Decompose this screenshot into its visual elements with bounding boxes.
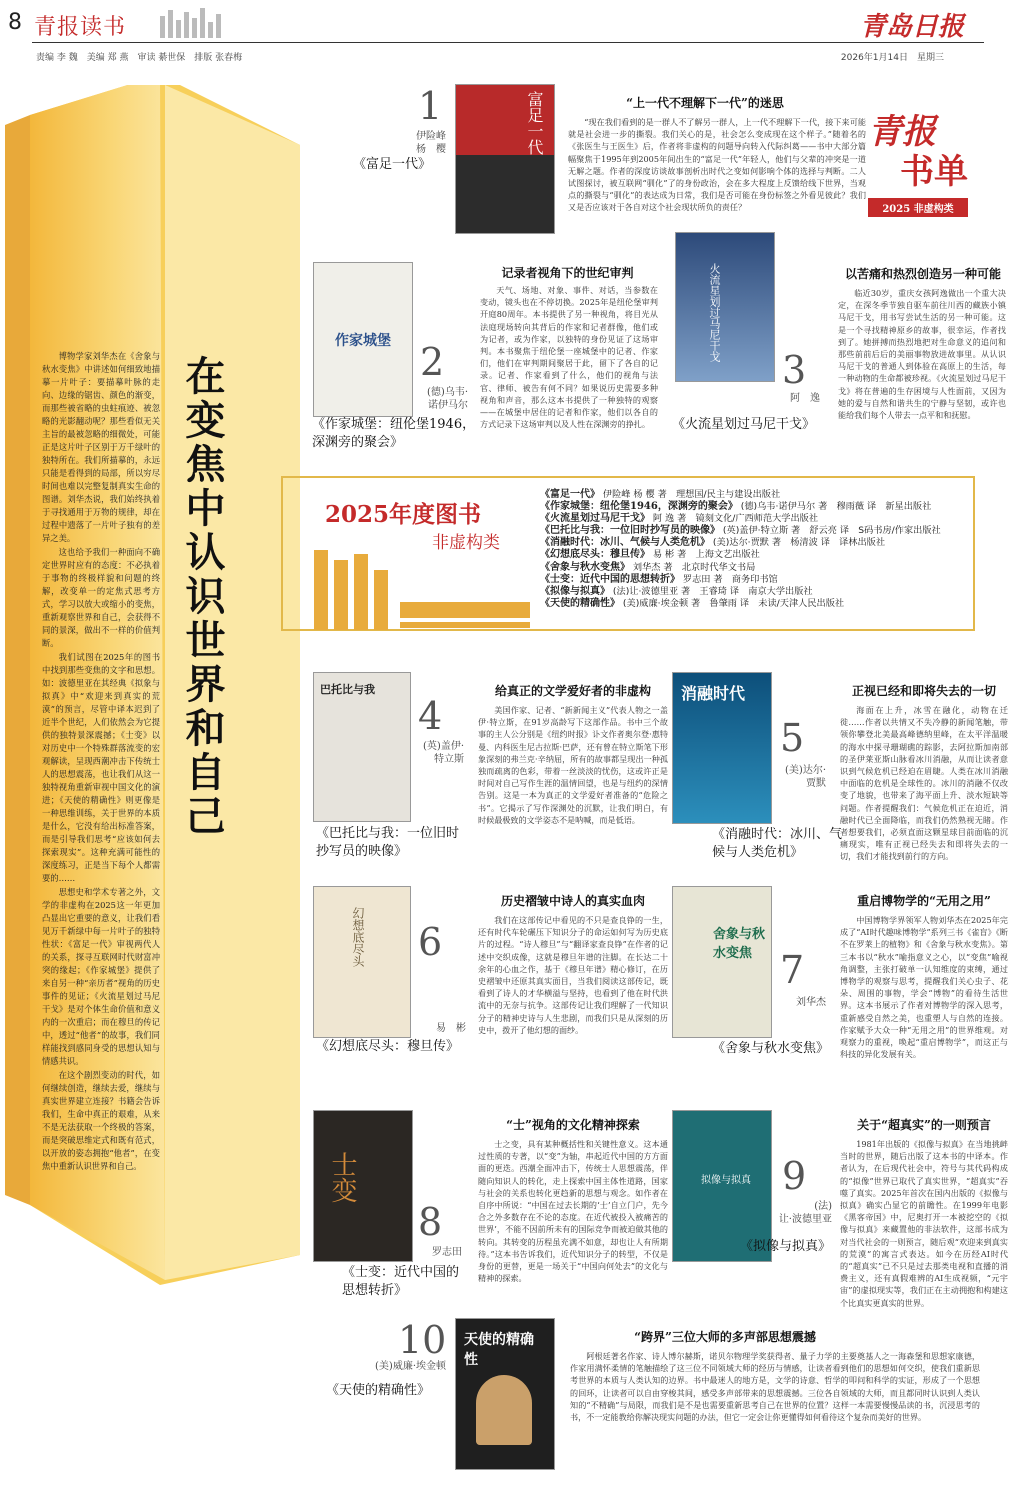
- list-item: 《火流星划过马尼干戈》 阿 逸 著 镜刻文化/广西师范大学出版社: [540, 513, 819, 525]
- book-cover: [675, 232, 775, 382]
- yearbox-subtitle: 非虚构类: [432, 533, 500, 553]
- yearbox-title: 2025年度图书: [325, 501, 482, 528]
- book-cover: [313, 1110, 413, 1262]
- article-headline: 关于“超真实”的一则预言: [857, 1118, 991, 1132]
- article-headline: “上一代不理解下一代”的迷思: [626, 96, 784, 110]
- cover-title: 巴托比与我: [320, 683, 375, 696]
- cover-title: 拟像与拟真: [701, 1175, 751, 1186]
- stamp-line2: 书单: [900, 152, 968, 192]
- book-title: 《士变：近代中国的思想转折》: [342, 1265, 460, 1298]
- book-title: 《作家城堡：纽伦堡1946，深渊旁的聚会》: [312, 417, 476, 450]
- list-item: 《作家城堡：纽伦堡1946，深渊旁的聚会》 (德)乌韦·诺伊马尔 著 穆雨薇 译 新星出版社: [540, 501, 932, 513]
- article-body: 我们在这部传记中看见的不只是查良铮的一生，还有时代车轮碾压下知识分子的命运如何写为历史底片的过程。“诗人穆旦”与“翻译家查良铮”在作者的记述中交织成像，这就是穆旦年谱的注脚。在长达二十余年的心血之作，基于《穆旦年谱》精心修订，在历史褶皱中还原其真实面目，当我们阅读这部传记，既看到了诗人的才华横溢与坚持，也看到了他在时代洪流中的无奈与抗争。这部传记让我们理解了一代知识分子的精神史诗与人生悲剧，而我们只是从深刻的历史中，拨开了他幻想的面纱。: [478, 915, 668, 1035]
- cover-title: 消融时代: [681, 684, 746, 703]
- intro-paragraph: 博物学家刘华杰在《舍象与秋水变焦》中讲述如何细致地描摹一片叶子：要描摹叶脉的走向、边缘的锯齿、颜色的渐变，而那些被省略的虫蛀痕迹、被忽略的光影翻动呢？那些看似无关主旨的最被忽略的细微处，可能正是这片叶子区别于万千绿叶的独特所在。我们所描摹的，永远只能是看得到的局部，所以穷尽时间也难以完整复制真实生命的图谱。刘华杰说，我们始终执着于寻找通用于万物的规律，却在过程中遗落了一片叶子独有的差异之美。: [42, 351, 160, 543]
- page-number: 8: [8, 10, 22, 35]
- article-headline: “士”视角的文化精神探索: [506, 1118, 640, 1132]
- intro-paragraph: 我们试图在2025年的图书中找到那些变焦的文字和思想。如：波德里亚在其经典《拟象与拟真》中“欢迎来到真实的荒漠”的预言，尽管中译本迟到了近半个世纪，人们依然会为它提供的独特景深震撼；《士变》以对历史中一个特殊群落流变的宏观解读，呈现西潮冲击下传统士人的思想震荡，也让我们从这一独特视角重新审视中国文化的演进；《天使的精确性》则更像是一种思维训练，关于世界的本质是什么，它没有给出标准答案，而是引导我们思考“应该如何去探索现实”。这种充满可能性的深度练习，正是当下每个人都需要的……: [42, 652, 160, 883]
- stamp-category: 2025 非虚构类: [868, 198, 968, 217]
- page-headline: 在变焦中认识世界和自己: [179, 355, 226, 839]
- cover-title: 士变: [327, 1151, 357, 1203]
- article-headline: “跨界”三位大师的多声部思想震撼: [634, 1330, 816, 1344]
- newspaper-logo: 青岛日报: [859, 12, 964, 42]
- book-cover: [313, 886, 411, 1038]
- book-title: 《天使的精确性》: [326, 1383, 431, 1398]
- book-cover: [672, 672, 772, 824]
- list-item: 《舍象与秋水变焦》 刘华杰 著 北京时代华文书局: [540, 561, 756, 573]
- book-author: 伊险峰 杨 樱: [416, 131, 446, 155]
- book-author: (法) 让·波德里亚: [778, 1201, 832, 1225]
- list-item: 《拟像与拟真》 (法)让·波德里亚 著 王睿琦 译 南京大学出版社: [540, 585, 813, 597]
- book-author: (美)威廉·埃金顿: [375, 1361, 446, 1372]
- book-number: 10: [398, 1318, 447, 1362]
- book-number: 5: [780, 716, 805, 760]
- list-item: 《幻想底尽头：穆旦传》 易 彬 著 上海文艺出版社: [540, 549, 760, 561]
- article-body: 美国作家、记者、“新新闻主义”代表人物之一盖伊·特立斯，在91岁高龄写下这部作品。书中三个故事的主人公分别是《纽约时报》讣文作者奥尔登·惠特曼、内科医生尼古拉斯·巴萨，还有曾在特立斯笔下形象深刻的弗兰克·辛纳屈，所有的故事都呈现出一种孤独而疏离的色彩，带着一丝淡淡的忧伤，这或许正是时间对自己写作生涯的温情回望，也是与纽约的深情告别。这是一本为真正的文学爱好者准备的“危险之书”。它揭示了写作深渊处的沉默，让我们明白，有时候最极致的文学姿态不是呐喊，而是低语。: [478, 705, 668, 825]
- book-title: 《幻想底尽头：穆旦传》: [316, 1039, 460, 1054]
- book-author: 罗志田: [432, 1247, 462, 1258]
- issue-date: 2026年1月14日 星期三: [840, 53, 944, 63]
- list-item: 《消融时代：冰川、气候与人类危机》 (美)达尔·贾默 著 杨清波 译 译林出版社: [540, 537, 886, 549]
- book-title: 《拟像与拟真》: [740, 1239, 832, 1254]
- intro-paragraph: 思想史和学术专著之外，文学的非虚构在2025这一年更加凸显出它重要的意义，让我们看见万千新绿中每一片叶子的独特性状：《富足一代》审视两代人的关系，探寻互联网时代财富冲突的缘起；《作家城堡》提供了来自另一种“亲历者”视角的历史事件的见证；《火流星划过马尼干戈》是对个体生命价值和意义内的一次重启；而在穆旦的传记中，透过“他者”的故事，我们同样能找到感同身受的思想认知与情感共识。: [42, 887, 160, 1066]
- article-headline: 历史褶皱中诗人的真实血肉: [500, 894, 645, 908]
- book-number: 7: [780, 948, 805, 992]
- books-decoration-icon: [160, 6, 224, 38]
- book-title: 《巴托比与我：一位旧时抄写员的映像》: [316, 826, 460, 859]
- article-headline: 给真正的文学爱好者的非虚构: [494, 684, 651, 698]
- list-item: 《天使的精确性》 (美)威廉·埃金顿 著 鲁肇雨 译 未读/天津人民出版社: [540, 597, 845, 609]
- list-item: 《士变：近代中国的思想转折》 罗志田 著 商务印书馆: [540, 573, 778, 585]
- annual-books-list: [540, 489, 941, 610]
- article-body: 天气、场地、对象、事件、对话，当参数在变动，镜头也在不停切换。2025年是纽伦堡审判开庭80周年。本书提供了另一种视角，将目光从法庭现场转向其背后的作家和记者群像，他们或为记者，或为作家，以独特的身份见证了这场审判。本书聚焦于纽伦堡一座城堡中的记者、作家们，他们在审判期间聚居于此，留下了各自的记录。记者、作家看到了什么，他们的视角与法官、律师、被告有何不同？如果说历史需要多种视角和声音，那么这本书提供了一种独特的观察——在城堡中居住的记者和作家，他们以各自的方式记录下这场审判以及人性在深渊旁的挣扎。: [480, 285, 658, 430]
- book-cover: [313, 262, 413, 417]
- book-author: (英)盖伊· 特立斯: [423, 741, 464, 765]
- header-rule: [32, 42, 984, 43]
- book-author: 易 彬: [436, 1023, 466, 1034]
- book-number: 3: [782, 348, 807, 392]
- list-item: 《巴托比与我：一位旧时抄写员的映像》 (英)盖伊·特立斯 著 舒云亮 译 S码书房/作家出版社: [540, 525, 941, 537]
- book-cover: [313, 672, 411, 822]
- book-author: 阿 逸: [790, 393, 820, 404]
- book-author: 刘华杰: [796, 997, 826, 1008]
- book-title: 《舍象与秋水变焦》: [712, 1041, 830, 1056]
- article-headline: 正视已经和即将失去的一切: [851, 684, 996, 698]
- list-item: 《富足一代》 伊险峰 杨 樱 著 理想国/民主与建设出版社: [540, 489, 781, 500]
- cover-title: 天使的精确性: [464, 1332, 534, 1368]
- qingbao-booklist-stamp: [868, 112, 968, 244]
- book-cover: [672, 886, 772, 1038]
- article-body: 海面在上升，冰雪在融化，动物在迁徙……作者以共情又不失冷静的新闻笔触，带领你攀登北美最高峰德纳里峰，在太平洋温暖的海水中探寻珊瑚礁的踪影，去阿拉斯加南部的圣伊莱亚斯山脉看冰川消融，从而让读者意识到气候危机已经迫在眉睫。人类在冰川消融中面临的危机是全球性的。冰川的消融不仅改变了地貌，也带来了海平面上升、淡水短缺等问题。作者提醒我们：气候危机正在迫近，消融时代已全面降临，而我们仍然熟视无睹。作者想要我们，必须直面这颗星球目前面临的沉痛现实，唯有正视已经失去和即将失去的一切，我们才能找到前行的方向。: [840, 705, 1008, 862]
- article-body: 1981年出版的《拟像与拟真》在当地挑衅当时的世界，随后出版了这本书的中译本。作者认为，在后现代社会中，符号与其代码构成的“拟像”世界已取代了真实世界，“超真实”吞噬了真实。2025年首次在国内出版的《拟像与拟真》确实凸显它的前瞻性。在1999年电影《黑客帝国》中，尼奥打开一本被挖空的《拟像与拟真》来藏置他的非法软件，这部书成为对当代社会的一则预言，随后观“欢迎来到真实的荒漠”的寓言式表达。如今在历经AI时代的“超真实”已不只是过去那类电视和直播的消费主义，还有真假难辨的AI生成视频，“元宇宙”的虚拟现实等，我们正在主动拥抱和构建这个比真实更真实的世界。: [840, 1139, 1008, 1308]
- section-title: 青报读书: [34, 15, 127, 40]
- article-headline: 重启博物学的“无用之用”: [857, 894, 991, 908]
- article-body: 士之变，具有某种概括性和关键性意义。这本通过性质的专著，以“变”为轴，串起近代中国的方方面面的更迭。西潮全面冲击下，传统士人思想震荡，伴随向知识人的转化，走上探索中国主体性道路，国家与社会的关系也转化更趋新的思想与观念。如作者在自序中所说：“中国在过去长期的‘士’自立门户，先今合之外多数存在不论的态度。在近代被投入被痛苦的世界’，不能不因前所未有的国际竞争而被迫做其他的转向。其转变的历程虽充满不如意，却也让人有所期待。”这本书告诉我们，近代知识分子的转型，不仅是身份的更替，更是一场关于“中国向何处去”的文化与精神的探索。: [478, 1139, 668, 1284]
- cover-title: 作家城堡: [335, 332, 391, 349]
- intro-article: [42, 350, 160, 1174]
- book-cover: [455, 84, 555, 234]
- book-number: 4: [418, 694, 443, 738]
- article-body: 中国博物学界领军人物刘华杰在2025年完成了“AI时代趣味博物学”系列三书《雀盲》《断不在罗莱上的植物》和《舍象与秋水变焦》。第三本书以“秋水”喻指意义之心，以“变焦”喻视角调整，主张打破单一认知维度的束缚，通过博物学的观察与思考，提醒我们关心虫子、花朵、周围的事物，学会“博物”的看待生活世界。这本书展示了作者对博物学的深入思考，重新感受自然之美，也重塑人与自然的连接。作家赋予大众一种“无用之用”的世界维观。对观察力的重视，唤起“重启博物学”，而这正与科技的异化发展有关。: [840, 915, 1008, 1060]
- book-author: (美)达尔· 贾默: [785, 765, 826, 789]
- editor-credits: 责编 李 魏 美编 郑 燕 审读 綦世保 排版 张春梅: [36, 53, 243, 63]
- book-title: 《火流星划过马尼干戈》: [672, 417, 816, 432]
- article-body: “现在我们看到的是一群人不了解另一群人，上一代不理解下一代，接下来可能就是社会进一步的撕裂。我们关心的是，社会怎么变成现在这个样子。”随着名的《张医生与王医生》后，作者将非虚构的问题导向转入代际纠葛——书中大部分篇幅聚焦于1995年到2005年间出生的“富足一代”年轻人，他们与父辈的冲突是一道无解之题。作者的深度访谈故事剖析出时代之变如何影响个体的选择与判断。二人试图探讨，被互联网“驯化”了的身份政治，会在多大程度上反馈给线下世界，当观点的撕裂与“驯化”的表达成为日常，我们是否可能在身份标签之外看见彼此？我们又是否应该对于各自对这个社会现状所负的责任？: [568, 117, 866, 213]
- article-headline: 记录者视角下的世纪审判: [501, 266, 634, 280]
- article-body: 阿根廷著名作家、诗人博尔赫斯，诺贝尔物理学奖获得者、量子力学的主要奠基人之一海森堡和思想家康德，作家用满怀柔情的笔触描绘了这三位不同领域大师的经历与情感，让读者看到他们的思想如何交织，使我们重新思考世界的本质与人类认知的边界。书中最迷人的地方是，文学的诗意、哲学的叩问和科学的实证，形成了一个思想的回环，让读者可以自由穿梭其间，感受多声部带来的思想震撼。三位各自领域的大师，而且都同时认识到人类认知的“不精确”与局限，而我们是不是也需要重新思考自己在世界的位置？这样一本需要慢慢品读的书，沉浸思考的书，不一定能教给你解决现实问题的办法，但它一定会让你更懂得如何看待这个复杂而美好的世界。: [570, 1351, 980, 1423]
- article-body: 临近30岁，重庆女孩阿逸做出一个重大决定，在深冬季节独自驱车前往川西的藏族小镇马尼干戈，用书写尝试生活的另一种可能。这是一个寻找精神原乡的故事，很幸运，作者找到了。她拼搏而热烈地把对生命意义的追问和那些前前后后的美丽事物放进故事里。从认识马尼干戈的普通人到体验在高原上的生活，每一种动物的生命都被珍视。《火流星划过马尼干戈》将在普遍的生存困境与人性面前，又因为她的爱与自然和谐共生的宁静与坚韧，或许也能给我们每个人带去一点平和和抚慰。: [838, 288, 1006, 421]
- cover-title: 富足一代: [525, 91, 544, 155]
- article-headline: 以苦痛和热烈创造另一种可能: [844, 267, 1001, 281]
- cover-title: 火流星划过马尼干戈: [708, 263, 721, 362]
- book-title: 《消融时代：冰川、气候与人类危机》: [712, 827, 843, 860]
- book-number: 9: [782, 1154, 807, 1198]
- book-number: 8: [418, 1200, 443, 1244]
- cover-title: 幻想底尽头: [351, 907, 365, 967]
- books-bars-icon: [310, 540, 535, 630]
- book-title: 《富足一代》: [353, 157, 432, 172]
- book-number: 2: [420, 340, 445, 384]
- intro-paragraph: 这也给予我们一种面向不确定世界时应有的态度：不必执着于事物的终极样貌和问题的终解，改变单一的定焦式思考方式，学习以放大或缩小的变焦，重新观察世界和自己，会获得不同的景深，做出不一样的价值判断。: [42, 547, 160, 648]
- stamp-line1: 青报: [868, 112, 936, 152]
- book-number: 1: [418, 84, 443, 128]
- intro-paragraph: 在这个剧烈变动的时代，如何继续创造，继续去爱，继续与真实世界建立连接？书籍会告诉我们，生命中真正的艰难，从来不是无法获取一个终极的答案，而是突破思维定式和既有范式，以开放的姿态拥抱“他者”，在变焦中重新认识世界和自己。: [42, 1070, 160, 1171]
- book-number: 6: [418, 920, 443, 964]
- book-cover: [455, 1318, 555, 1470]
- cover-title: 舍象与秋水变焦: [713, 927, 766, 961]
- book-author: (德)乌韦· 诺伊马尔: [427, 387, 468, 411]
